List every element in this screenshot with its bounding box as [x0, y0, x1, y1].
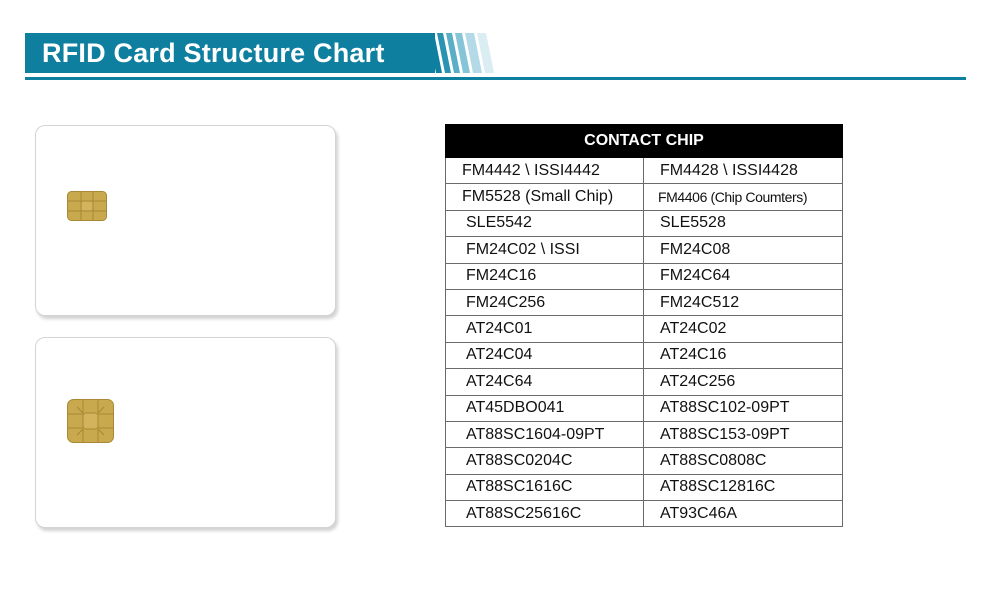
table-row — [446, 395, 843, 421]
table-cell: AT88SC153-09PT — [644, 421, 843, 447]
table-cell: FM4406 (Chip Coumters) — [644, 184, 843, 210]
table-row — [446, 369, 843, 395]
table-cell: AT24C01 — [446, 316, 644, 342]
table-cell: FM4428 \ ISSI4428 — [644, 158, 843, 184]
table-cell: AT88SC0204C — [446, 448, 644, 474]
table-cell: AT24C02 — [644, 316, 843, 342]
table-cell: FM24C08 — [644, 237, 843, 263]
table-cell: SLE5528 — [644, 210, 843, 236]
contact-chip-icon — [67, 399, 114, 443]
table-cell: AT24C256 — [644, 369, 843, 395]
table-cell: AT88SC12816C — [644, 474, 843, 500]
header-rule — [25, 77, 966, 80]
table-cell: FM24C16 — [446, 263, 644, 289]
table-cell: FM24C02 \ ISSI — [446, 237, 644, 263]
table-cell: SLE5542 — [446, 210, 644, 236]
table-row — [446, 289, 843, 315]
rfid-card-large-chip — [35, 337, 336, 528]
table-cell: AT24C16 — [644, 342, 843, 368]
table-cell: AT93C46A — [644, 501, 843, 527]
table-row — [446, 184, 843, 210]
table-cell: FM4442 \ ISSI4442 — [446, 158, 644, 184]
table-row — [446, 448, 843, 474]
table-row — [446, 501, 843, 527]
table-cell: AT88SC1604-09PT — [446, 421, 644, 447]
table-cell: FM5528 (Small Chip) — [446, 184, 644, 210]
title-stripes-decoration — [428, 33, 498, 73]
table-cell: AT24C04 — [446, 342, 644, 368]
table-cell: AT88SC0808C — [644, 448, 843, 474]
table-header-row — [446, 125, 843, 158]
table-cell: AT88SC1616C — [446, 474, 644, 500]
table-cell: AT45DBO041 — [446, 395, 644, 421]
table-row — [446, 158, 843, 184]
table-cell: AT88SC25616C — [446, 501, 644, 527]
contact-chip-icon — [67, 191, 107, 221]
table-row — [446, 342, 843, 368]
table-row — [446, 263, 843, 289]
table-cell: FM24C256 — [446, 289, 644, 315]
table-row — [446, 421, 843, 447]
page-title: RFID Card Structure Chart — [25, 33, 435, 73]
table-row — [446, 237, 843, 263]
table-row — [446, 474, 843, 500]
table-row — [446, 210, 843, 236]
table-cell: FM24C64 — [644, 263, 843, 289]
contact-chip-table — [445, 124, 843, 527]
rfid-card-small-chip — [35, 125, 336, 316]
table-heading: CONTACT CHIP — [446, 125, 843, 158]
table-cell: FM24C512 — [644, 289, 843, 315]
table-row — [446, 316, 843, 342]
table-cell: AT24C64 — [446, 369, 644, 395]
table-cell: AT88SC102-09PT — [644, 395, 843, 421]
